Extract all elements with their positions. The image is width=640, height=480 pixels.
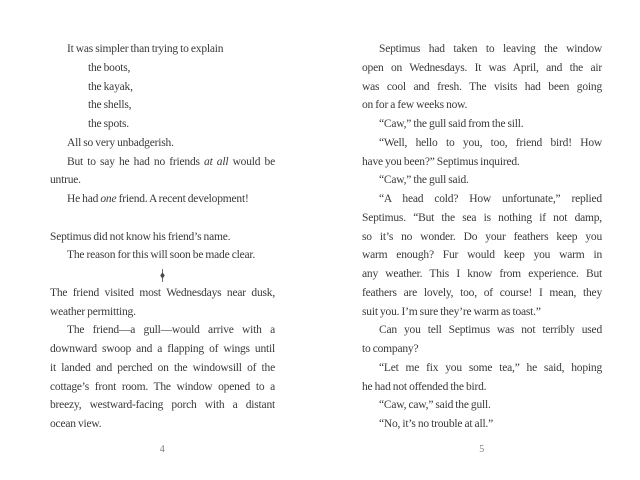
book-text-line: have you been?” Septimus inquired. (362, 155, 520, 168)
book-text-line: “Well, hello to you, too, friend bird! How (379, 136, 602, 149)
book-text-line: was cool and fresh. The visits had been going (362, 80, 602, 93)
book-text-line: But to say he had no friends at all would be (67, 155, 275, 168)
book-text-line: so it’s no wonder. Do your feathers keep you (362, 230, 602, 243)
book-text-line: feathers are lovely, too, of course! I mean, they (362, 286, 602, 299)
book-text-line: It was simpler than trying to explain (67, 43, 224, 55)
book-text-line: Septimus had taken to leaving the window (379, 43, 602, 55)
book-text-line: any weather. This I know from experience. But (362, 268, 602, 280)
right-page-text-block (362, 40, 602, 434)
book-text-line: “Caw, caw,” said the gull. (379, 399, 491, 412)
book-text-line: He had one friend. A recent development! (67, 193, 249, 205)
left-page-text-block (50, 40, 275, 434)
book-text-line: All so very unbadgerish. (67, 136, 174, 149)
book-text-line: “Caw,” the gull said from the sill. (379, 118, 524, 130)
book-text-line: the boots, (88, 61, 131, 74)
book-text-line: it landed and perched on the windowsill of the (50, 361, 275, 374)
book-text-line: Septimus. “But the sea is nothing if not damp, (362, 211, 602, 224)
right-page-number: 5 (479, 444, 485, 455)
book-text-line: “No, it’s no trouble at all.” (379, 418, 494, 430)
book-text-line: the kayak, (88, 80, 133, 93)
book-text-line: ocean view. (50, 418, 102, 430)
book-text-line: cottage’s front room. The window opened to a (50, 380, 275, 393)
book-text-line: breezy, westward-facing porch with a distant (50, 399, 275, 412)
book-text-line: downward swoop and a flapping of wings until (50, 343, 275, 355)
book-text-line: The reason for this will soon be made clear. (67, 249, 256, 262)
book-text-line (50, 209, 275, 228)
book-text-line: warm enough? Fur would keep you warm in (362, 249, 602, 262)
book-text-line: the spots. (88, 118, 129, 130)
book-text-line: Septimus did not know his friend’s name. (50, 230, 231, 243)
book-text-line: The friend—a gull—would arrive with a (67, 324, 275, 337)
book-text-line: “A head cold? How unfortunate,” replied (379, 193, 602, 205)
left-page-number: 4 (159, 444, 166, 455)
book-text-line: The friend visited most Wednesdays near dusk, (50, 286, 275, 299)
book-text-line: to company? (362, 343, 419, 355)
diamond-scene-break-icon (159, 269, 166, 282)
book-text-line: open on Wednesdays. It was April, and the air (362, 61, 602, 74)
scene-break-ornament (50, 265, 275, 284)
book-text-line: suit you. I’m sure they’re warm as toast.” (362, 305, 541, 318)
book-text-line: the shells, (88, 99, 132, 112)
book-text-line: “Let me fix you some tea,” he said, hoping (379, 361, 602, 374)
book-text-line: weather permitting. (50, 305, 136, 318)
book-text-line: untrue. (50, 174, 81, 187)
book-text-line: on for a few weeks now. (362, 99, 468, 112)
book-text-line: he had not offended the bird. (362, 380, 487, 393)
book-text-line: Can you tell Septimus was not terribly used (379, 324, 602, 337)
book-text-line: “Caw,” the gull said. (379, 174, 469, 187)
